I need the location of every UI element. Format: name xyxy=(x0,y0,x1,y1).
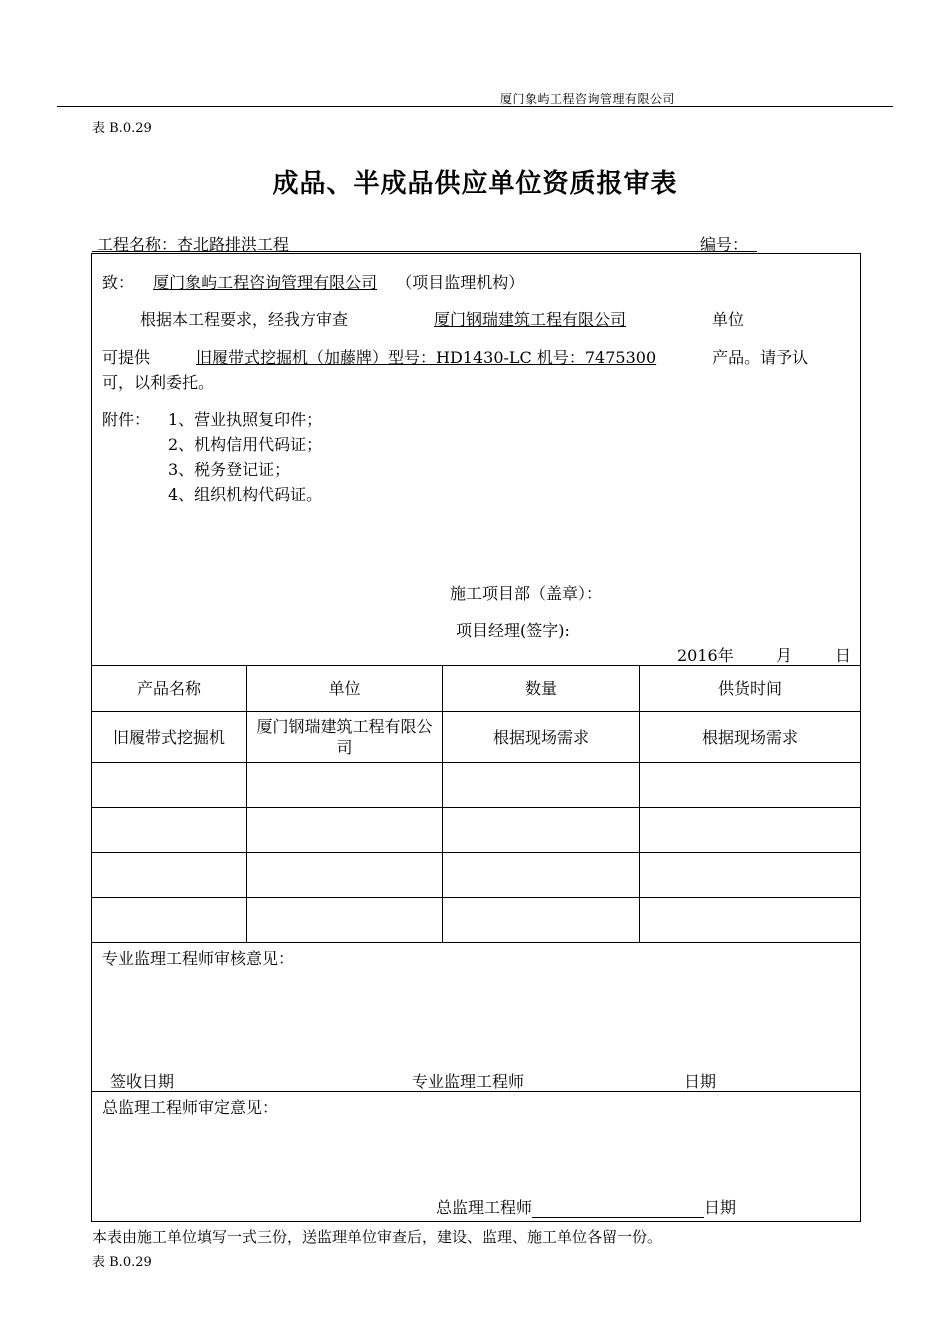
letter-to-row xyxy=(102,270,524,293)
letter-to-org: 厦门象屿工程咨询管理有限公司 xyxy=(153,273,378,292)
project-name-value: 杏北路排洪工程 xyxy=(177,235,290,254)
grid-cell-delivery-time xyxy=(640,853,860,897)
project-name-underline xyxy=(92,251,757,252)
footer-table-code: 表 B.0.29 xyxy=(92,1255,152,1270)
letter-date-year: 2016年 xyxy=(677,646,734,665)
manager-signature-label: 项目经理(签字): xyxy=(456,621,570,640)
attachment-item: 2、机构信用代码证； xyxy=(168,435,323,454)
attachment-item: 1、营业执照复印件； xyxy=(168,410,323,429)
project-name-label: 工程名称： xyxy=(97,235,178,254)
grid-cell-product xyxy=(92,853,246,897)
receipt-date-field[interactable] xyxy=(174,1075,412,1092)
grid-cell-delivery-time xyxy=(640,898,860,942)
grid-cell-delivery-time: 根据现场需求 xyxy=(701,727,798,747)
letter-line1-prefix: 根据本工程要求，经我方审查 xyxy=(140,310,349,329)
grid-cell-quantity xyxy=(443,808,639,852)
grid-cell-product xyxy=(92,898,246,942)
letter-line1 xyxy=(140,307,744,330)
letter-date-month: 月 xyxy=(776,646,793,665)
attachments-label: 附件： xyxy=(102,410,151,429)
grid-cell-delivery-time xyxy=(640,808,860,852)
review-date-label: 日期 xyxy=(684,1072,717,1091)
grid-bottom-rule xyxy=(92,942,860,943)
chief-sign-row xyxy=(436,1195,736,1218)
chief-opinion-label: 总监理工程师审定意见： xyxy=(102,1098,279,1117)
letter-to-label: 致： xyxy=(102,273,135,292)
grid-cell-product: 旧履带式挖掘机 xyxy=(112,727,225,747)
grid-cell-unit xyxy=(247,853,442,897)
serial-number-label: 编号： xyxy=(700,235,749,254)
attachment-item: 3、税务登记证； xyxy=(168,460,291,479)
letter-supplier: 厦门钢瑞建筑工程有限公司 xyxy=(434,310,627,329)
letter-line3: 可，以利委托。 xyxy=(102,373,215,392)
letter-line1-suffix: 单位 xyxy=(712,310,745,329)
attachment-item: 4、组织机构代码证。 xyxy=(168,485,323,504)
grid-cell-unit xyxy=(247,763,442,807)
chief-engineer-label: 总监理工程师 xyxy=(436,1198,533,1217)
grid-cell-quantity: 根据现场需求 xyxy=(492,727,589,747)
chief-date-label: 日期 xyxy=(704,1198,737,1217)
letter-line2-suffix: 产品。请予认 xyxy=(712,348,809,367)
grid-header-quantity: 数量 xyxy=(524,679,557,698)
footer-note: 本表由施工单位填写一式三份，送监理单位审查后，建设、监理、施工单位各留一份。 xyxy=(92,1228,663,1246)
letter-to-role: （项目监理机构） xyxy=(396,273,525,292)
grid-header-unit: 单位 xyxy=(328,679,361,698)
review-sign-row xyxy=(110,1069,716,1092)
grid-cell-quantity xyxy=(443,763,639,807)
grid-header-product: 产品名称 xyxy=(136,679,201,698)
receipt-date-label: 签收日期 xyxy=(110,1072,175,1091)
chief-engineer-field[interactable] xyxy=(532,1201,704,1218)
grid-cell-quantity xyxy=(443,853,639,897)
letter-line2 xyxy=(102,345,808,368)
header-company: 厦门象屿工程咨询管理有限公司 xyxy=(500,92,676,106)
chief-section-rule xyxy=(92,1091,860,1092)
seal-label: 施工项目部（盖章）： xyxy=(450,584,603,603)
review-engineer-label: 专业监理工程师 xyxy=(412,1072,525,1091)
grid-cell-unit xyxy=(247,808,442,852)
grid-cell-unit: 厦门钢瑞建筑工程有限公司 xyxy=(256,717,433,757)
header-rule xyxy=(57,106,893,107)
grid-cell-delivery-time xyxy=(640,763,860,807)
grid-cell-quantity xyxy=(443,898,639,942)
grid-cell-unit xyxy=(247,898,442,942)
form-frame xyxy=(91,253,861,1222)
grid-cell-product xyxy=(92,763,246,807)
page-title: 成品、半成品供应单位资质报审表 xyxy=(272,169,678,199)
grid-cell-product xyxy=(92,808,246,852)
review-engineer-field[interactable] xyxy=(524,1075,684,1092)
letter-date-day: 日 xyxy=(835,646,852,665)
review-opinion-label: 专业监理工程师审核意见： xyxy=(102,949,295,968)
grid-header-delivery-time: 供货时间 xyxy=(717,679,782,698)
letter-product: 旧履带式挖掘机（加藤牌）型号：HD1430-LC 机号：7475300 xyxy=(196,348,657,367)
table-code: 表 B.0.29 xyxy=(92,121,152,136)
letter-line2-prefix: 可提供 xyxy=(102,348,151,367)
